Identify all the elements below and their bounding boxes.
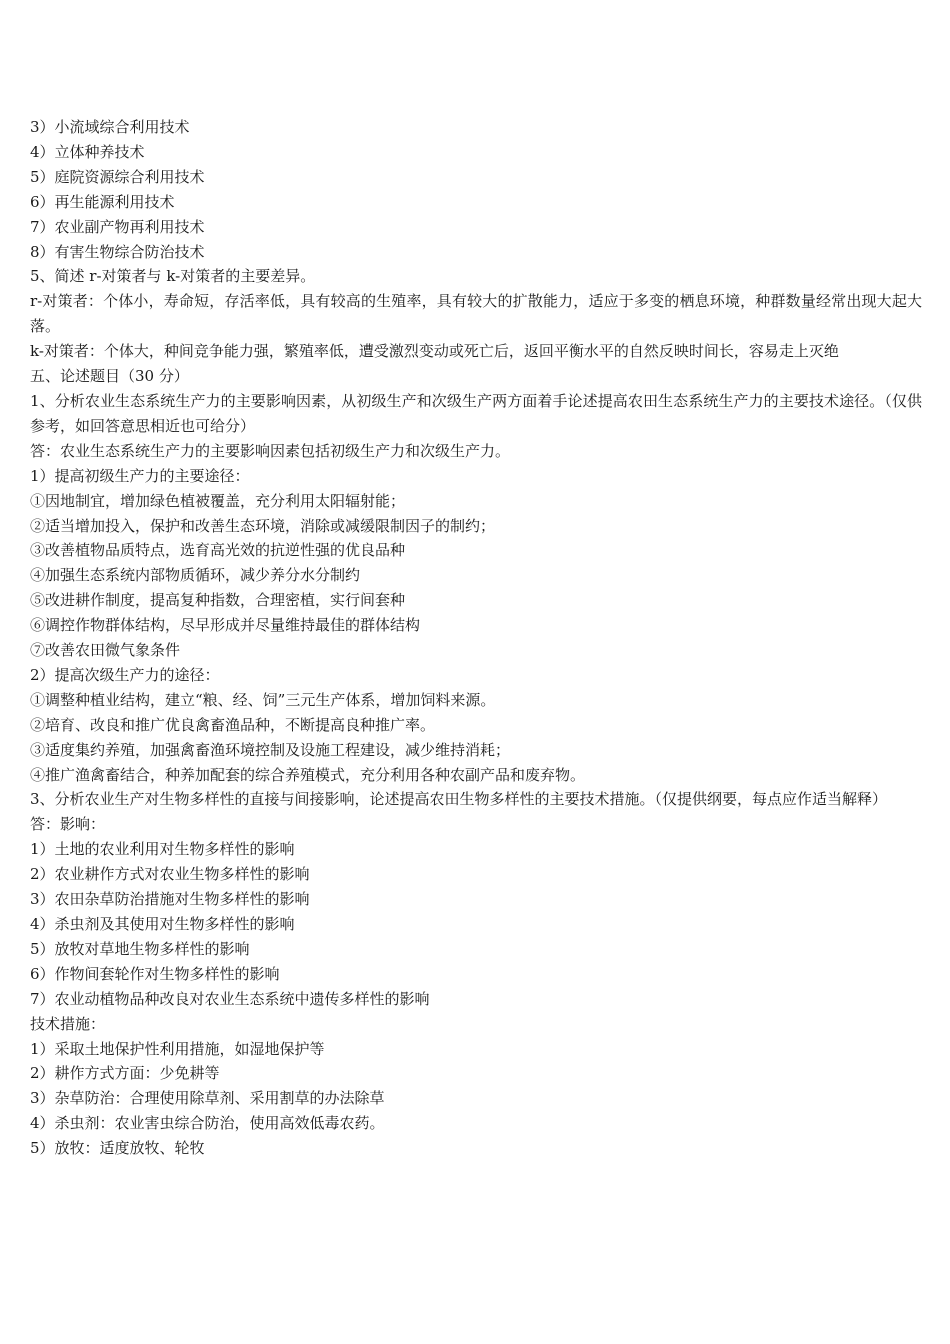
essay-question-3: 3、分析农业生产对生物多样性的直接与间接影响，论述提高农田生物多样性的主要技术措施。（仅提供纲要，每点应作适当解释）	[30, 790, 888, 809]
list-item: ③适度集约养殖，加强禽畜渔环境控制及设施工程建设，减少维持消耗；	[30, 740, 511, 759]
list-item: 7）农业动植物品种改良对农业生态系统中遗传多样性的影响	[30, 989, 430, 1008]
list-item: ④加强生态系统内部物质循环，减少养分水分制约	[30, 566, 361, 585]
list-item: ⑤改进耕作制度，提高复种指数，合理密植，实行间套种	[30, 591, 406, 610]
list-item: 5）放牧：适度放牧、轮牧	[30, 1139, 205, 1158]
list-item-renewable-energy: 6）再生能源利用技术	[30, 192, 175, 211]
list-item: 6）作物间套轮作对生物多样性的影响	[30, 964, 280, 983]
answer-impact-heading: 答：影响：	[30, 815, 106, 834]
list-item: ③改善植物品质特点，选育高光效的抗逆性强的优良品种	[30, 541, 406, 560]
list-item: ⑥调控作物群体结构，尽早形成并尽量维持最佳的群体结构	[30, 616, 421, 635]
subheading-primary: 1）提高初级生产力的主要途径：	[30, 466, 250, 485]
answer-r-strategist: r-对策者：个体小，寿命短，存活率低，具有较高的生殖率，具有较大的扩散能力，适应于多变的栖息环境，种群数量经常出现大起大落。	[30, 292, 922, 336]
list-item: 3）农田杂草防治措施对生物多样性的影响	[30, 890, 310, 909]
list-item: ②培育、改良和推广优良禽畜渔品种，不断提高良种推广率。	[30, 715, 436, 734]
list-item: ④推广渔禽畜结合，种养加配套的综合养殖模式，充分利用各种农副产品和废弃物。	[30, 765, 586, 784]
list-item: 4）杀虫剂：农业害虫综合防治，使用高效低毒农药。	[30, 1114, 385, 1133]
list-item: 2）农业耕作方式对农业生物多样性的影响	[30, 865, 310, 884]
list-item-watershed: 3）小流域综合利用技术	[30, 118, 190, 136]
list-item: ①调整种植业结构，建立“粮、经、饲”三元生产体系，增加饲料来源。	[30, 690, 496, 709]
list-item: 2）耕作方式方面：少免耕等	[30, 1064, 220, 1083]
essay-question-1: 1、分析农业生态系统生产力的主要影响因素，从初级生产和次级生产两方面着手论述提高农田生态系统生产力的主要技术途径。（仅供参考，如回答意思相近也可给分）	[30, 391, 922, 435]
list-item: 4）杀虫剂及其使用对生物多样性的影响	[30, 915, 295, 933]
section-heading-essay: 五、论述题目（30 分）	[30, 367, 189, 386]
list-item: ⑦改善农田微气象条件	[30, 641, 181, 660]
answer-intro: 答：农业生态系统生产力的主要影响因素包括初级生产力和次级生产力。	[30, 441, 511, 460]
subheading-secondary: 2）提高次级生产力的途径：	[30, 665, 220, 684]
list-item-pest-control: 8）有害生物综合防治技术	[30, 242, 205, 261]
measures-heading: 技术措施：	[30, 1014, 106, 1033]
list-item-courtyard: 5）庭院资源综合利用技术	[30, 167, 205, 186]
document-page	[30, 115, 922, 1161]
list-item-byproduct: 7）农业副产物再利用技术	[30, 217, 205, 236]
list-item: 3）杂草防治：合理使用除草剂、采用割草的办法除草	[30, 1089, 385, 1108]
answer-k-strategist: k-对策者：个体大，种间竞争能力强，繁殖率低，遭受激烈变动或死亡后，返回平衡水平的自然反映时间长，容易走上灭绝	[30, 342, 839, 361]
question-5: 5、简述 r-对策者与 k-对策者的主要差异。	[30, 267, 316, 286]
list-item: 1）土地的农业利用对生物多样性的影响	[30, 840, 295, 859]
list-item: 1）采取土地保护性利用措施，如湿地保护等	[30, 1039, 325, 1058]
list-item-stereo-farming: 4）立体种养技术	[30, 142, 145, 161]
list-item: ②适当增加投入，保护和改善生态环境，消除或减缓限制因子的制约；	[30, 516, 496, 535]
list-item: 5）放牧对草地生物多样性的影响	[30, 939, 250, 958]
list-item: ①因地制宜，增加绿色植被覆盖，充分利用太阳辐射能；	[30, 491, 406, 510]
